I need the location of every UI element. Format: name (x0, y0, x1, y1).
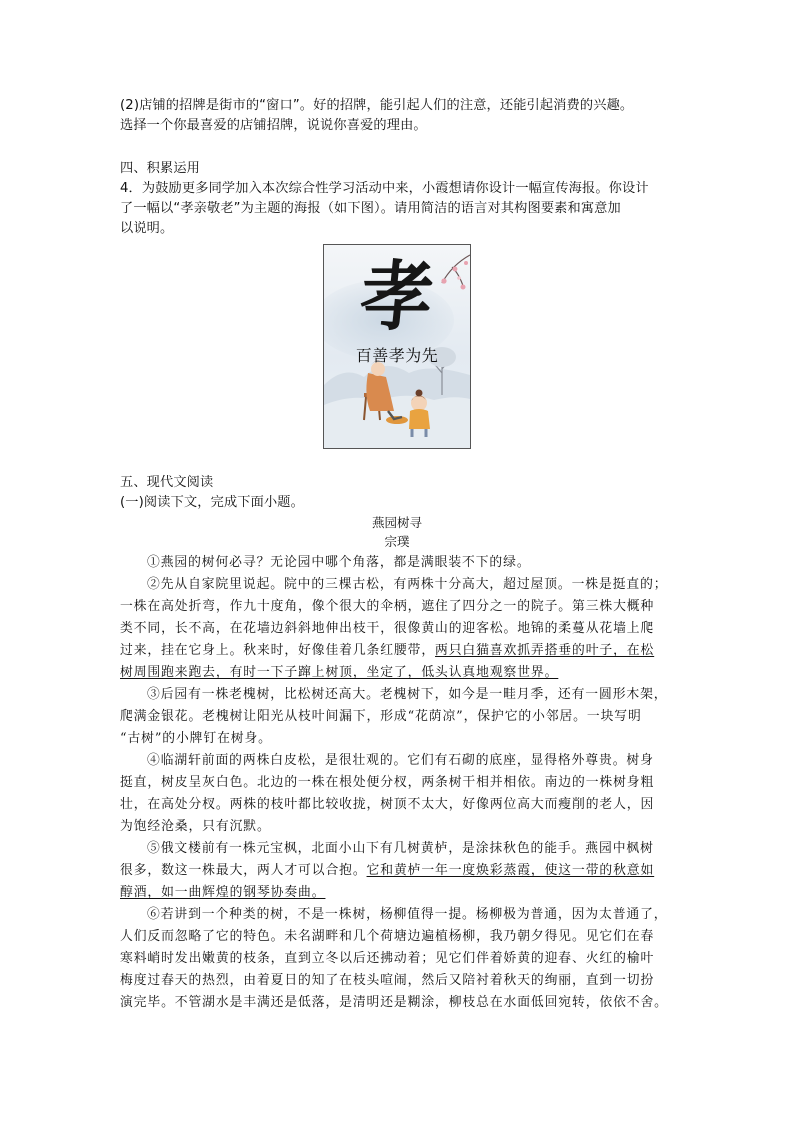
paragraph-4-line-3: 壮，在高处分杈。两株的枝叶都比较收拢，树顶不太大，好像两位高大而瘦削的老人，因 (120, 797, 655, 812)
section-4-heading: 四、积累运用 (120, 161, 201, 176)
paragraph-6-line-5: 演完毕。不管湖水是丰满还是低落，是清明还是糊涂，柳枝总在水面低回宛转，依依不舍。 (120, 995, 668, 1010)
filial-piety-poster (323, 244, 471, 449)
paragraph-5-line-3 (120, 884, 325, 902)
paragraph-2-line-4 (120, 642, 654, 660)
underlined-sentence-2-part-2: 醇酒，如一曲辉煌的钢琴协奏曲。 (120, 885, 326, 900)
paragraph-4-line-1: ④临湖轩前面的两株白皮松，是很壮观的。它们有石砌的底座，显得格外尊贵。树身 (147, 753, 654, 768)
paragraph-5-line-1: ⑤俄文楼前有一株元宝枫，北面小山下有几树黄栌，是涂抹秋色的能手。燕园中枫树 (147, 841, 654, 856)
poster-slogan: 百善孝为先 (355, 346, 439, 365)
section-5-subheading: (一)阅读下文，完成下面小题。 (120, 495, 304, 510)
paragraph-5-line-2-plain: 很多，数这一株最大，两人才可以合抱。 (120, 863, 367, 878)
paragraph-4-line-4: 为饱经沧桑，只有沉默。 (120, 819, 271, 834)
paragraph-3-line-1: ③后园有一株老槐树，比松树还高大。老槐树下，如今是一畦月季，还有一圆形木架， (147, 687, 668, 702)
paragraph-6-line-2: 人们反而忽略了它的特色。未名湖畔和几个荷塘边遍植杨柳，我乃朝夕得见。见它们在春 (120, 929, 655, 944)
paragraph-4-line-2: 挺直，树皮呈灰白色。北边的一株在根处便分杈，两条树干相并相依。南边的一株树身粗 (120, 775, 655, 790)
paragraph-2-line-2: 一株在高处折弯，作九十度角，像个很大的伞柄，遮住了四分之一的院子。第三株大概种 (120, 599, 655, 614)
underlined-sentence-2-part-1: 它和黄栌一年一度焕彩蒸霞，使这一带的秋意如 (366, 863, 655, 878)
paragraph-2-line-1: ②先从自家院里说起。院中的三棵古松，有两株十分高大，超过屋顶。一株是挺直的； (147, 577, 668, 592)
paragraph-2-line-4-plain: 过来，挂在它身上。秋来时，好像佳着几条红腰带， (120, 643, 436, 658)
section-5-heading: 五、现代文阅读 (120, 475, 214, 490)
poster-big-character: 孝 (356, 252, 438, 341)
article-title: 燕园树寻 (371, 515, 422, 530)
paragraph-1-line-1: ①燕园的树何必寻？无论园中哪个角落，都是满眼装不下的绿。 (147, 555, 531, 570)
underlined-sentence-1-part-2: 树周围跑来跑去，有时一下子蹿上树顶，坐定了，低头认真地观察世界。 (120, 665, 559, 680)
article-author: 宗璞 (384, 534, 410, 549)
question-4-line-1: 4．为鼓励更多同学加入本次综合性学习活动中来，小霞想请你设计一幅宣传海报。你设计 (120, 181, 649, 196)
paragraph-2-line-3: 类不同，长不高，在花墙边斜斜地伸出枝干，很像黄山的迎客松。地锦的柔蔓从花墙上爬 (120, 621, 655, 636)
question-4-line-2: 了一幅以“孝亲敬老”为主题的海报（如下图）。请用简洁的语言对其构图要素和寓意加 (120, 201, 621, 216)
underlined-sentence-1-part-1: 两只白猫喜欢抓弄搭垂的叶子，在松 (435, 643, 655, 658)
paragraph-6-line-3: 寒料峭时发出嫩黄的枝条，直到立冬以后还拂动着；见它们伴着娇黄的迎春、火红的榆叶 (120, 951, 655, 966)
paragraph-3-line-3: “古树”的小牌钉在树身。 (120, 731, 272, 746)
question-2-line-2: 选择一个你最喜爱的店铺招牌，说说你喜爱的理由。 (120, 118, 427, 133)
paragraph-3-line-2: 爬满金银花。老槐树让阳光从枝叶间漏下，形成“花荫凉”，保护它的小邻居。一块写明 (120, 709, 642, 724)
question-2-line-1: (2)店铺的招牌是街市的“窗口”。好的招牌，能引起人们的注意，还能引起消费的兴趣。 (120, 98, 634, 113)
question-4-line-3: 以说明。 (120, 221, 174, 236)
paragraph-2-line-5 (120, 664, 558, 682)
paragraph-5-line-2 (120, 862, 654, 880)
paragraph-6-line-4: 梅度过春天的热烈，由着夏日的知了在枝头喧闹，然后又陪衬着秋天的绚丽，直到一切扮 (120, 973, 655, 988)
paragraph-6-line-1: ⑥若讲到一个种类的树，不是一株树，杨柳值得一提。杨柳极为普通，因为太普通了， (147, 907, 668, 922)
